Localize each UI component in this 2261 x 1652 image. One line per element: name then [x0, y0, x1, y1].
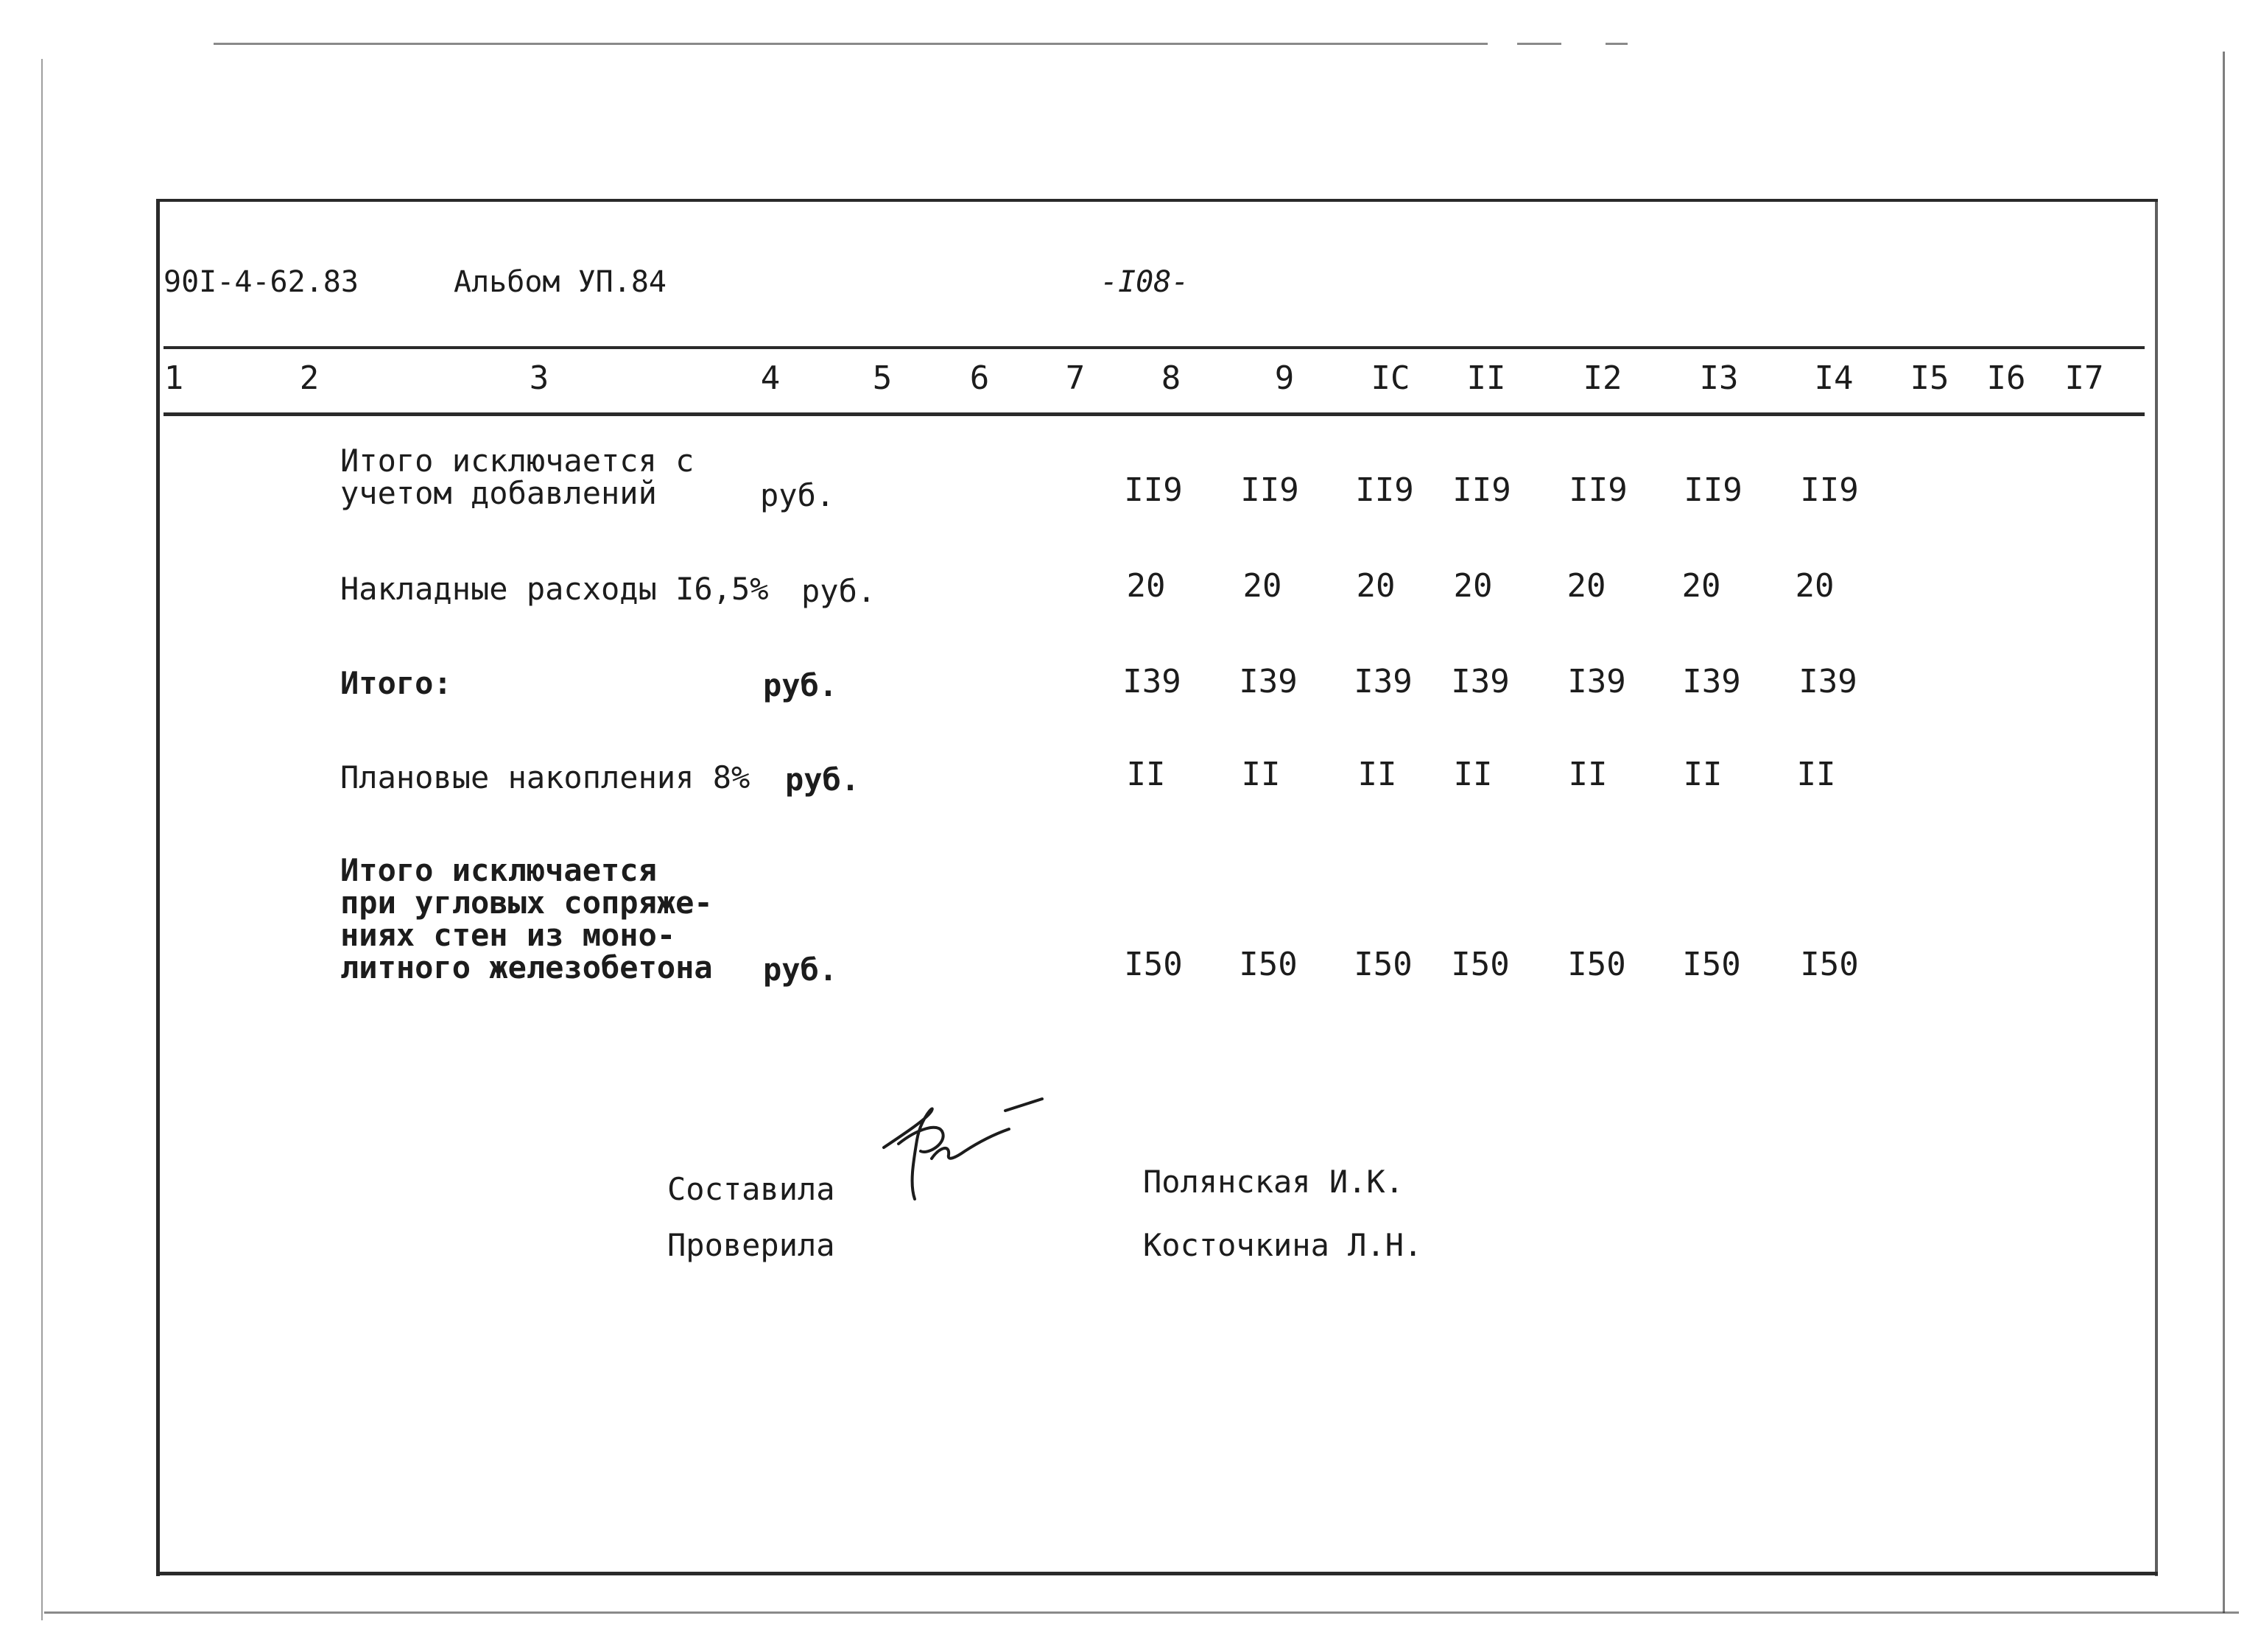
- column-number: II: [1466, 359, 1506, 397]
- column-number: 5: [872, 359, 893, 397]
- row-value: I50: [1682, 946, 1741, 983]
- row-value: II: [1453, 756, 1493, 793]
- compiled-by-label: Составила: [667, 1171, 835, 1207]
- compiled-by-name: Полянская И.К.: [1143, 1164, 1404, 1200]
- row-unit: руб.: [763, 667, 838, 703]
- row-unit: руб.: [785, 762, 860, 798]
- column-number: 2: [299, 359, 320, 397]
- row-label-line: учетом добавлений: [340, 475, 657, 511]
- row-value: I39: [1567, 663, 1626, 700]
- column-number: IC: [1371, 359, 1410, 397]
- row-label-line: Итого исключается с: [340, 443, 695, 479]
- column-number: I7: [2064, 359, 2104, 397]
- row-value: 20: [1453, 567, 1493, 605]
- scan-edge-left: [41, 59, 43, 1620]
- checked-by-name: Косточкина Л.Н.: [1143, 1227, 1423, 1263]
- row-label-line: литного железобетона: [340, 949, 713, 985]
- row-unit: руб.: [763, 952, 838, 988]
- row-value: II9: [1124, 471, 1183, 509]
- row-label-line: Итого исключается: [340, 852, 657, 888]
- frame-left-border: [156, 199, 160, 1576]
- row-value: I39: [1798, 663, 1857, 700]
- row-value: I50: [1567, 946, 1626, 983]
- document-code: 90I-4-62.83: [163, 265, 359, 299]
- row-value: 20: [1681, 567, 1721, 605]
- row-value: II9: [1355, 471, 1414, 509]
- frame-right-border: [2155, 199, 2158, 1576]
- row-value: I50: [1451, 946, 1510, 983]
- row-value: II: [1126, 756, 1166, 793]
- column-number: 3: [529, 359, 549, 397]
- row-value: II9: [1684, 471, 1743, 509]
- scan-edge-bottom: [44, 1611, 2239, 1614]
- column-number: I4: [1814, 359, 1854, 397]
- scan-edge-right: [2223, 52, 2225, 1613]
- row-label-line: Накладные расходы I6,5%: [340, 571, 769, 607]
- row-value: II: [1683, 756, 1723, 793]
- row-value: I39: [1354, 663, 1413, 700]
- column-number: I3: [1699, 359, 1739, 397]
- row-label-line: при угловых сопряже-: [340, 885, 713, 921]
- column-number: 1: [163, 359, 184, 397]
- row-value: 20: [1566, 567, 1606, 605]
- column-row-bottom-rule: [163, 412, 2145, 416]
- checked-by-label: Проверила: [667, 1227, 835, 1263]
- row-value: II9: [1452, 471, 1511, 509]
- column-row-top-rule: [163, 346, 2145, 349]
- row-value: II9: [1800, 471, 1859, 509]
- row-unit: руб.: [760, 477, 835, 513]
- column-number: 9: [1274, 359, 1295, 397]
- frame-top-border: [156, 199, 2158, 202]
- row-value: II: [1796, 756, 1836, 793]
- column-number: I5: [1910, 359, 1949, 397]
- row-value: II: [1241, 756, 1281, 793]
- row-value: I50: [1124, 946, 1183, 983]
- handwritten-signature: [876, 1089, 1046, 1214]
- row-value: 20: [1795, 567, 1835, 605]
- row-value: I50: [1354, 946, 1413, 983]
- column-number: I2: [1583, 359, 1622, 397]
- column-number: 6: [969, 359, 990, 397]
- row-value: II9: [1569, 471, 1628, 509]
- row-value: II9: [1240, 471, 1299, 509]
- row-value: I39: [1239, 663, 1298, 700]
- row-value: 20: [1126, 567, 1166, 605]
- column-number: 7: [1065, 359, 1086, 397]
- row-value: I50: [1239, 946, 1298, 983]
- row-label-line: ниях стен из моно-: [340, 917, 676, 953]
- row-label-line: Плановые накопления 8%: [340, 759, 750, 795]
- column-number: 8: [1161, 359, 1181, 397]
- row-value: I39: [1451, 663, 1510, 700]
- album-title: Альбом УП.84: [454, 265, 667, 299]
- row-value: 20: [1356, 567, 1396, 605]
- row-label-line: Итого:: [340, 665, 452, 701]
- row-value: I39: [1682, 663, 1741, 700]
- row-value: II: [1357, 756, 1397, 793]
- row-value: I50: [1800, 946, 1859, 983]
- frame-bottom-border: [156, 1572, 2158, 1575]
- row-value: I39: [1122, 663, 1181, 700]
- row-unit: руб.: [801, 573, 876, 609]
- column-number: I6: [1986, 359, 2026, 397]
- column-number: 4: [760, 359, 781, 397]
- row-value: 20: [1242, 567, 1282, 605]
- row-value: II: [1568, 756, 1608, 793]
- page-number: -I08-: [1100, 265, 1189, 299]
